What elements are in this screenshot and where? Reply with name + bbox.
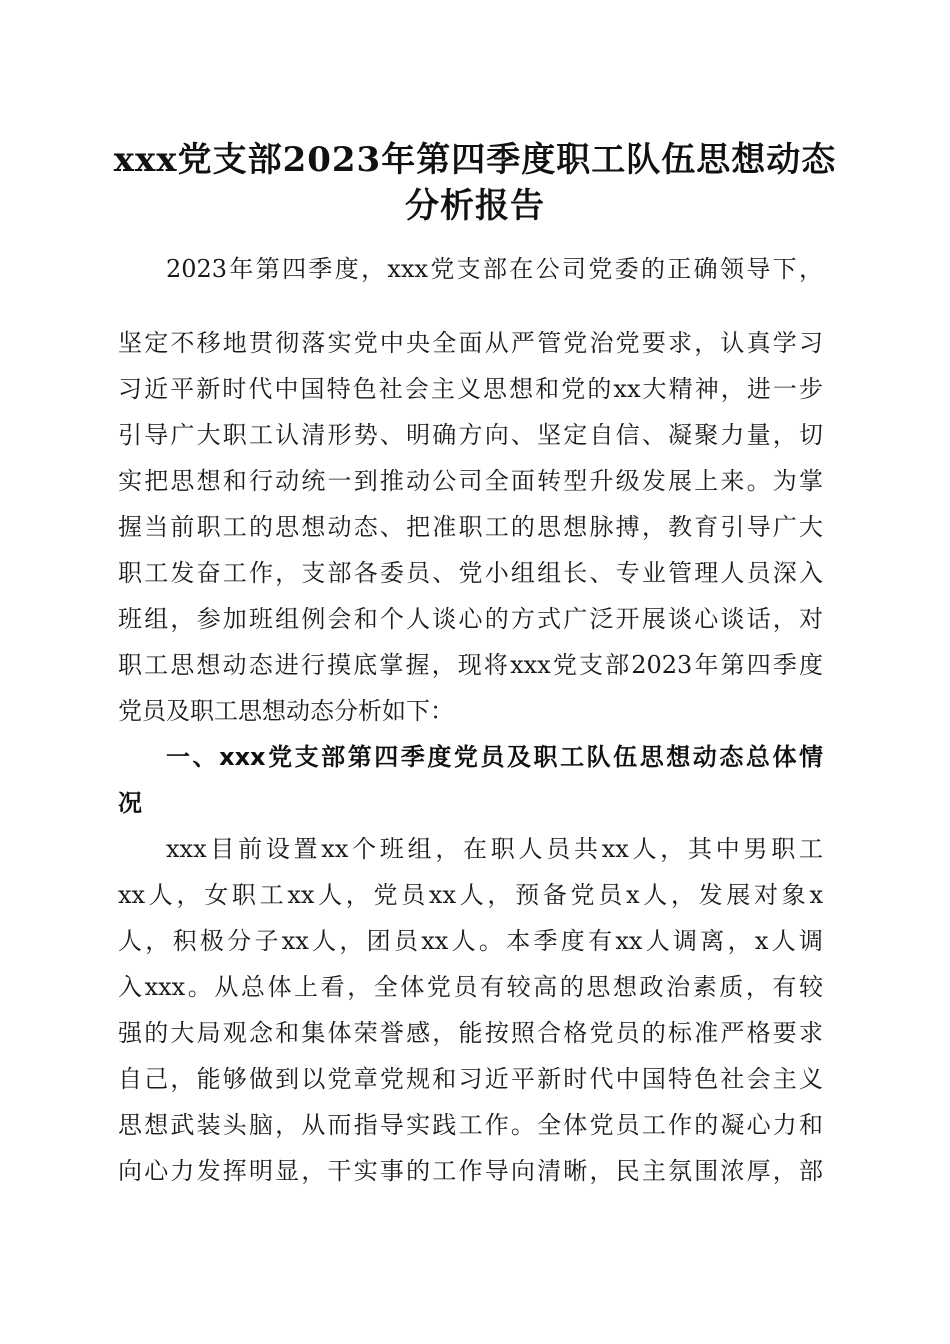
paragraph-2-line: 自己，能够做到以党章党规和习近平新时代中国特色社会主义 [118,1065,823,1093]
paragraph-1-line: 习近平新时代中国特色社会主义思想和党的xx大精神，进一步 [118,375,823,403]
paragraph-2-line: 思想武装头脑，从而指导实践工作。全体党员工作的凝心力和 [118,1111,823,1139]
paragraph-1-line: 职工发奋工作，支部各委员、党小组组长、专业管理人员深入 [118,559,823,587]
paragraph-1-line: 职工思想动态进行摸底掌握，现将xxx党支部2023年第四季度 [118,651,823,679]
paragraph-2-line: xxx目前设置xx个班组，在职人员共xx人，其中男职工 [166,835,823,863]
paragraph-2-line: 人，积极分子xx人，团员xx人。本季度有xx人调离，x人调 [118,927,823,955]
paragraph-1-line: 坚定不移地贯彻落实党中央全面从严管党治党要求，认真学习 [118,329,823,357]
paragraph-2-line: xx人，女职工xx人，党员xx人，预备党员x人，发展对象x [118,881,823,909]
paragraph-2-line: 向心力发挥明显，干实事的工作导向清晰，民主氛围浓厚，部 [118,1157,823,1185]
paragraph-1-line: 2023年第四季度，xxx党支部在公司党委的正确领导下， [166,255,823,283]
paragraph-1-line: 党员及职工思想动态分析如下： [118,697,454,725]
paragraph-1-line: 握当前职工的思想动态、把准职工的思想脉搏，教育引导广大 [118,513,823,541]
document-title-line-1: xxx党支部2023年第四季度职工队伍思想动态 [113,140,837,180]
paragraph-1-line: 实把思想和行动统一到推动公司全面转型升级发展上来。为掌 [118,467,823,495]
document-title-line-2: 分析报告 [405,186,545,226]
paragraph-2-line: 入xxx。从总体上看，全体党员有较高的思想政治素质，有较 [118,973,823,1001]
paragraph-1-line: 引导广大职工认清形势、明确方向、坚定自信、凝聚力量，切 [118,421,823,449]
section-heading-line: 一、xxx党支部第四季度党员及职工队伍思想动态总体情 [166,743,823,771]
section-heading-line: 况 [118,789,142,817]
paragraph-2-line: 强的大局观念和集体荣誉感，能按照合格党员的标准严格要求 [118,1019,823,1047]
paragraph-1-line: 班组，参加班组例会和个人谈心的方式广泛开展谈心谈话，对 [118,605,823,633]
